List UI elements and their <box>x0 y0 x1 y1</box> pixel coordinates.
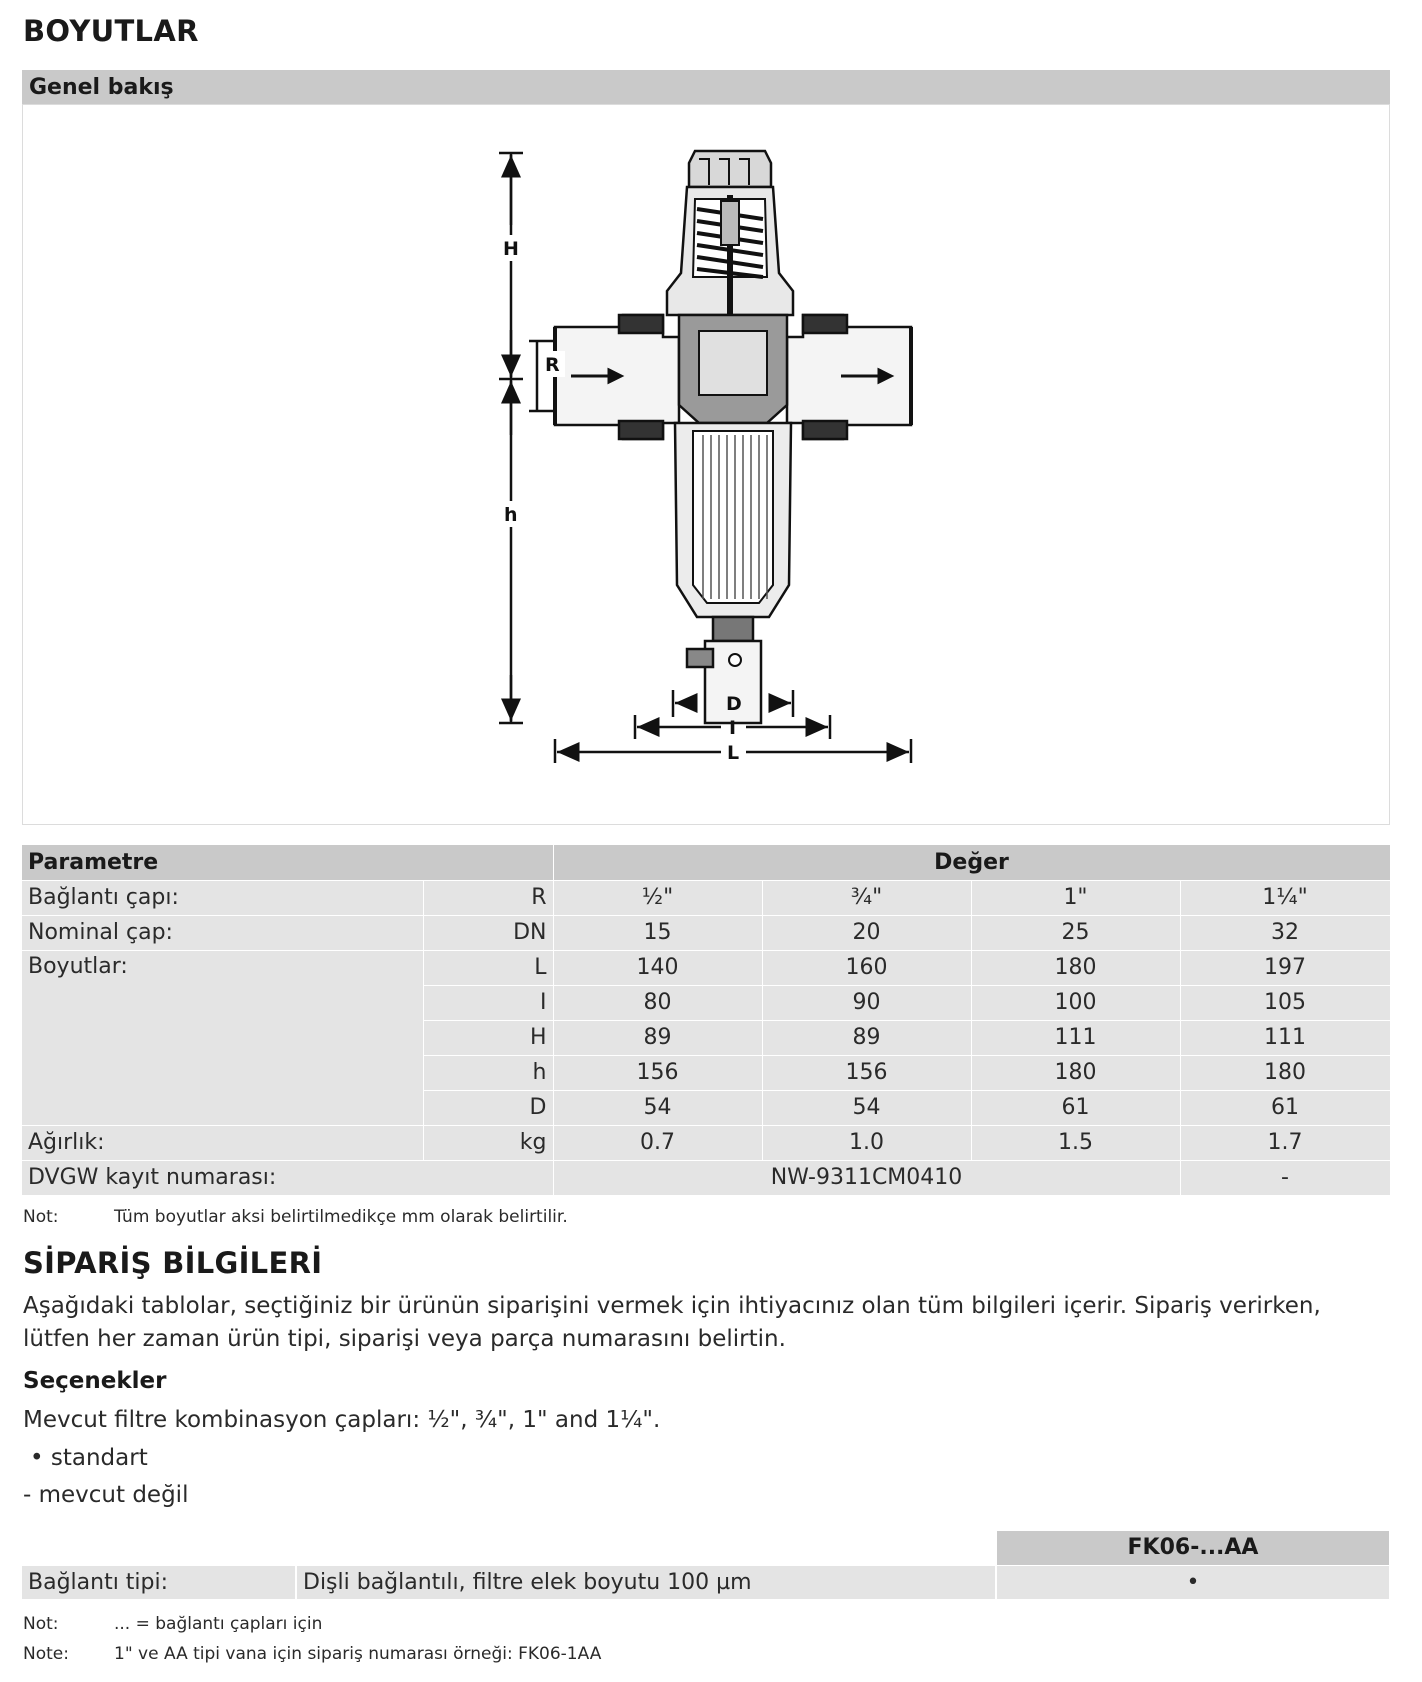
label-R: R <box>545 354 560 376</box>
dimension-figure <box>22 104 1390 825</box>
options-title: Seçenekler <box>23 1368 167 1394</box>
label-D: D <box>726 693 742 715</box>
label-L: L <box>727 742 740 764</box>
section-title-dimensions: BOYUTLAR <box>23 14 199 48</box>
ordering-intro: Aşağıdaki tablolar, seçtiğiniz bir ürünün siparişini vermek için ihtiyacınız olan tüm bilgileri içerir. Sipariş verirken, lütfen her zaman ürün tipi, siparişi veya parça numarasını belirtin. <box>23 1293 1321 1352</box>
model-header: FK06-...AA <box>996 1531 1390 1565</box>
table-row: Bağlantı tipi: Dişli bağlantılı, filtre elek boyutu 100 µm • <box>22 1565 1390 1599</box>
table-row: h 156 156 180 180 <box>22 1055 1390 1090</box>
table-row: DVGW kayıt numarası: NW-9311CM0410 - <box>22 1160 1390 1195</box>
table-row: H 89 89 111 111 <box>22 1020 1390 1055</box>
valve-body <box>555 151 911 723</box>
label-H: H <box>503 238 519 260</box>
dvgw-number: NW-9311CM0410 <box>553 1160 1180 1195</box>
overview-band: Genel bakış <box>22 70 1390 104</box>
table-row: Nominal çap: DN 15 20 25 32 <box>22 915 1390 950</box>
note-bottom-2: Note: 1" ve AA tipi vana için sipariş numarası örneği: FK06-1AA <box>23 1644 602 1664</box>
table-row: D 54 54 61 61 <box>22 1090 1390 1125</box>
table-row: Bağlantı çapı: R ½" ¾" 1" 1¼" <box>22 880 1390 915</box>
legend-unavailable: - mevcut değil <box>23 1482 189 1508</box>
table-row: I 80 90 100 105 <box>22 985 1390 1020</box>
note-dimensions: Not: Tüm boyutlar aksi belirtilmedikçe mm olarak belirtilir. <box>23 1207 568 1227</box>
table-row: Boyutlar: L 140 160 180 197 <box>22 950 1390 985</box>
header-value: Değer <box>553 845 1390 880</box>
note-bottom-1: Not: ... = bağlantı çapları için <box>23 1614 323 1634</box>
legend-standard: • standart <box>30 1445 148 1471</box>
availability-mark: • <box>996 1565 1390 1599</box>
available-sizes: Mevcut filtre kombinasyon çapları: ½", ¾", 1" and 1¼". <box>23 1407 661 1433</box>
table-row: Ağırlık: kg 0.7 1.0 1.5 1.7 <box>22 1125 1390 1160</box>
order-table <box>22 1531 1391 1600</box>
label-I: I <box>729 717 737 739</box>
section-title-ordering: SİPARİŞ BİLGİLERİ <box>23 1246 323 1280</box>
label-h: h <box>504 504 518 526</box>
header-parameter: Parametre <box>22 845 553 880</box>
dimensions-table <box>22 845 1391 1196</box>
filter-drawing <box>23 105 1389 824</box>
